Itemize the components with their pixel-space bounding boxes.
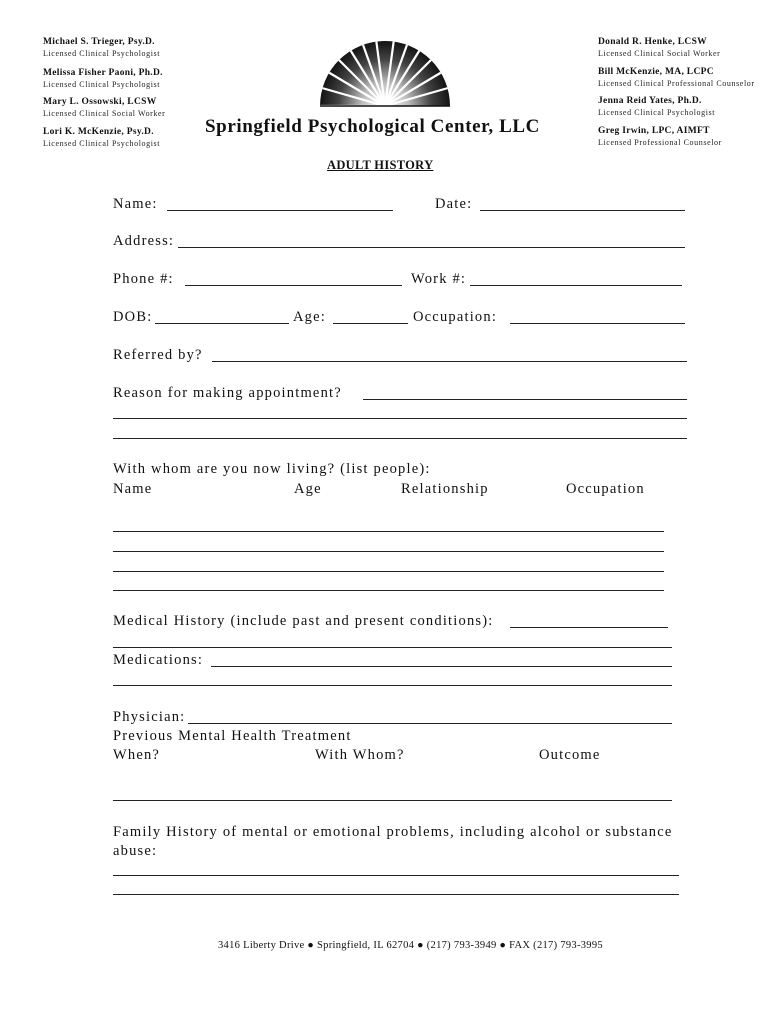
name-field[interactable]: [167, 210, 393, 211]
medical-history-field-line[interactable]: [113, 647, 672, 648]
age-label: Age:: [293, 309, 326, 325]
dob-label: DOB:: [113, 309, 153, 325]
living-entry-line[interactable]: [113, 571, 664, 572]
staff-title: Licensed Clinical Psychologist: [43, 139, 161, 148]
column-header: Age: [294, 481, 322, 497]
previous-treatment-label: Previous Mental Health Treatment: [113, 728, 352, 744]
staff-name: Mary L. Ossowski, LCSW: [43, 97, 157, 107]
work-phone-label: Work #:: [411, 271, 467, 287]
date-field[interactable]: [480, 210, 685, 211]
bullet-icon: ●: [307, 940, 315, 951]
practice-name: Springfield Psychological Center, LLC: [205, 116, 541, 137]
staff-name: Bill McKenzie, MA, LCPC: [598, 67, 714, 77]
footer-city: Springfield, IL 62704: [317, 940, 415, 951]
footer-contact: [218, 940, 603, 951]
bullet-icon: ●: [499, 940, 507, 951]
family-history-label: Family History of mental or emotional problems, including alcohol or substance: [113, 824, 673, 840]
living-entry-line[interactable]: [113, 551, 664, 552]
occupation-label: Occupation:: [413, 309, 498, 325]
referred-by-field[interactable]: [212, 361, 687, 362]
age-field[interactable]: [333, 323, 408, 324]
staff-name: Jenna Reid Yates, Ph.D.: [598, 96, 702, 106]
referred-by-label: Referred by?: [113, 347, 203, 363]
medications-field[interactable]: [211, 666, 672, 667]
reason-field-line[interactable]: [113, 418, 687, 419]
reason-field-line[interactable]: [113, 438, 687, 439]
medications-label: Medications:: [113, 652, 204, 668]
staff-title: Licensed Clinical Social Worker: [43, 109, 166, 118]
staff-name: Melissa Fisher Paoni, Ph.D.: [43, 68, 163, 78]
staff-name: Greg Irwin, LPC, AIMFT: [598, 126, 710, 136]
address-label: Address:: [113, 233, 175, 249]
reason-field[interactable]: [363, 399, 687, 400]
phone-label: Phone #:: [113, 271, 174, 287]
staff-title: Licensed Clinical Professional Counselor: [598, 79, 755, 88]
sunburst-logo-icon: [318, 36, 452, 108]
staff-name: Donald R. Henke, LCSW: [598, 37, 707, 47]
reason-label: Reason for making appointment?: [113, 385, 342, 401]
footer-address: 3416 Liberty Drive: [218, 940, 305, 951]
name-label: Name:: [113, 196, 158, 212]
staff-name: Michael S. Trieger, Psy.D.: [43, 37, 155, 47]
medical-history-field[interactable]: [510, 627, 668, 628]
living-entry-line[interactable]: [113, 590, 664, 591]
occupation-field[interactable]: [510, 323, 685, 324]
medical-history-label: Medical History (include past and present conditions):: [113, 613, 494, 629]
work-phone-field[interactable]: [470, 285, 682, 286]
staff-title: Licensed Professional Counselor: [598, 138, 722, 147]
staff-title: Licensed Clinical Psychologist: [43, 80, 161, 89]
column-header: When?: [113, 747, 161, 763]
staff-title: Licensed Clinical Psychologist: [598, 108, 716, 117]
medications-field-line[interactable]: [113, 685, 672, 686]
address-field[interactable]: [178, 247, 685, 248]
staff-name: Lori K. McKenzie, Psy.D.: [43, 127, 154, 137]
staff-title: Licensed Clinical Social Worker: [598, 49, 721, 58]
family-history-label-continued: abuse:: [113, 843, 158, 859]
date-label: Date:: [435, 196, 473, 212]
form-title: ADULT HISTORY: [327, 158, 434, 172]
family-history-field-line[interactable]: [113, 875, 679, 876]
footer-fax: FAX (217) 793-3995: [509, 940, 603, 951]
staff-title: Licensed Clinical Psychologist: [43, 49, 161, 58]
living-entry-line[interactable]: [113, 531, 664, 532]
column-header: With Whom?: [315, 747, 405, 763]
column-header: Outcome: [539, 747, 601, 763]
footer-phone: (217) 793-3949: [426, 940, 497, 951]
bullet-icon: ●: [417, 940, 424, 951]
physician-field[interactable]: [188, 723, 672, 724]
dob-field[interactable]: [155, 323, 289, 324]
column-header: Occupation: [566, 481, 645, 497]
family-history-field-line[interactable]: [113, 894, 679, 895]
physician-label: Physician:: [113, 709, 186, 725]
column-header: Name: [113, 481, 153, 497]
phone-field[interactable]: [185, 285, 402, 286]
column-header: Relationship: [401, 481, 489, 497]
treatment-entry-line[interactable]: [113, 800, 672, 801]
living-with-label: With whom are you now living? (list people):: [113, 461, 431, 477]
